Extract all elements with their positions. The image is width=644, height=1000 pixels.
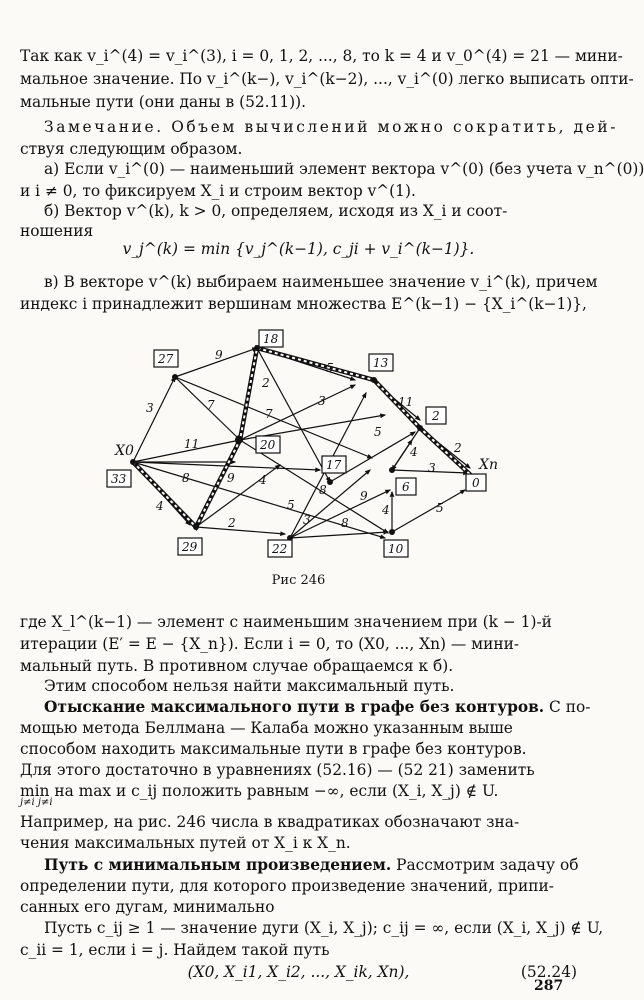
page-number: 287 [534,978,564,994]
edge-weight: 4 [156,499,164,513]
edge [392,490,465,532]
section-heading-min-product: Путь с минимальным произведением. [44,856,392,874]
text-line: способом находить максимальные пути в графе без контуров. [20,740,527,758]
text-line: мальный путь. В противном случае обращаемся к б). [20,657,454,675]
text-line: и i ≠ 0, то фиксируем X_i и строим вектор v^(1). [20,182,416,200]
edge-weights [146,348,462,530]
edge-weight: 2 [262,376,270,390]
value-box-label: 13 [373,356,389,370]
edge-weight: 4 [410,445,418,459]
node-label-xn: Xn [479,457,498,473]
edge [196,527,285,534]
edge-weight: 8 [341,516,349,530]
value-box-label: 20 [260,438,276,452]
edge-weight: 5 [436,501,444,515]
edge-weight: 5 [374,425,382,439]
text-line: Так как v_i^(4) = v_i^(3), i = 0, 1, 2, ..., 8, то k = 4 и v_0^(4) = 21 — мини- [20,47,623,65]
text-line: мальные пути (они даны в (52.11)). [20,93,307,111]
vertex [193,524,199,530]
edge-weight: 7 [265,407,273,421]
text-run: С по- [544,698,591,716]
vertex [172,374,178,380]
text-line: мощью метода Беллмана — Калаба можно указанным выше [20,719,513,737]
text-line: индекс i принадлежит вершинам множества E^(k−1) − {X_i^(k−1)}, [20,295,587,313]
text-line: c_ii = 1, если i = j. Найдем такой путь [20,941,330,959]
edge-weight: 11 [398,395,414,409]
edge [133,377,175,462]
remark-heading: Замечание. Объем вычислений можно сократить, дей- [44,118,619,136]
text-line: Для этого достаточно в уравнениях (52.16) — (52 21) заменить [20,761,535,779]
edge-weight: 9 [215,348,223,362]
text-run: Рассмотрим задачу об [391,856,579,874]
text-line: в) В векторе v^(k) выбираем наименьшее значение v_i^(k), причем [44,273,598,291]
vertex [327,479,333,485]
vertex [371,377,377,383]
value-boxes [107,330,486,557]
edge-weight: 5 [326,361,334,375]
vertex [389,467,395,473]
text-line: б) Вектор v^(k), k > 0, определяем, исходя из X_i и соот- [44,202,508,220]
node-label-x0: X0 [115,443,134,459]
edge-weight: 3 [146,401,154,415]
value-box-label: 22 [272,542,288,556]
edge-weight: 3 [318,394,326,408]
value-box-label: 27 [158,352,174,366]
edge-weight: 11 [184,437,200,451]
text-line: Пусть c_ij ≥ 1 — значение дуги (X_i, X_j); c_ij = ∞, если (X_i, X_j) ∉ U, [44,919,604,937]
value-box-label: 0 [472,476,480,490]
vertex [130,459,136,465]
edge-weight: 9 [227,471,235,485]
text-line: санных его дугам, минимально [20,898,275,916]
formula: v_j^(k) = min {v_j^(k−1), c_ji + v_i^(k−1)}. [122,240,475,258]
value-box-label: 2 [432,409,440,423]
edge-weight: 2 [454,441,462,455]
edge [240,385,355,440]
edge-weight: 3 [428,461,436,475]
value-box-label: 29 [182,540,198,554]
text-line: а) Если v_i^(0) — наименьший элемент вектора v^(0) (без учета v_n^(0)) [44,160,644,178]
vertex [389,529,395,535]
edge-weight: 4 [382,503,390,517]
subscript-line: j≠i j≠i [20,797,53,808]
edge [196,465,280,527]
figure-caption: Рис 246 [271,573,326,588]
value-box-label: 17 [326,458,342,472]
value-box-label: 18 [263,332,279,346]
text-line: чения максимальных путей от X_i к X_n. [20,834,351,852]
paragraph-first-line [44,855,585,875]
equation-number: (52.24) [520,963,577,981]
edge-weight: 9 [360,489,368,503]
formula-path: (X0, X_i1, X_i2, ..., X_ik, Xn), [187,963,410,981]
edge-weight: 3 [303,513,311,527]
text-line: итерации (E′ = E − {X_n}). Если i = 0, то (X0, ..., Xn) — мини- [20,635,520,653]
edge-weight: 8 [319,483,327,497]
text-line: определении пути, для которого произведение значений, припи- [20,877,555,895]
text-line: где X_l^(k−1) — элемент с наименьшим значением при (k − 1)-й [20,613,552,631]
text-line: Например, на рис. 246 числа в квадратиках обозначают зна- [20,813,520,831]
text-line: ствуя следующим образом. [20,140,243,158]
edge-weight: 8 [182,471,190,485]
vertex [237,437,243,443]
value-box-label: 33 [111,472,127,486]
paragraph-first-line [44,697,591,717]
value-box-label: 6 [402,480,410,494]
text-line: ношения [20,222,94,240]
edge-weight: 7 [207,398,215,412]
edge-weight: 2 [228,516,236,530]
section-heading-max-path: Отыскание максимального пути в графе без контуров. [44,698,545,716]
edge-weight: 5 [287,498,295,512]
text-line: min на max и c_ij положить равным −∞, если (X_i, X_j) ∉ U. [20,782,499,800]
text-line: мальное значение. По v_i^(k−), v_i^(k−2), ..., v_i^(0) легко выписать опти- [20,70,634,88]
text-line: Этим способом нельзя найти максимальный путь. [44,677,455,695]
value-box-label: 10 [388,542,404,556]
edge-weight: 4 [259,473,267,487]
vertex [417,425,423,431]
